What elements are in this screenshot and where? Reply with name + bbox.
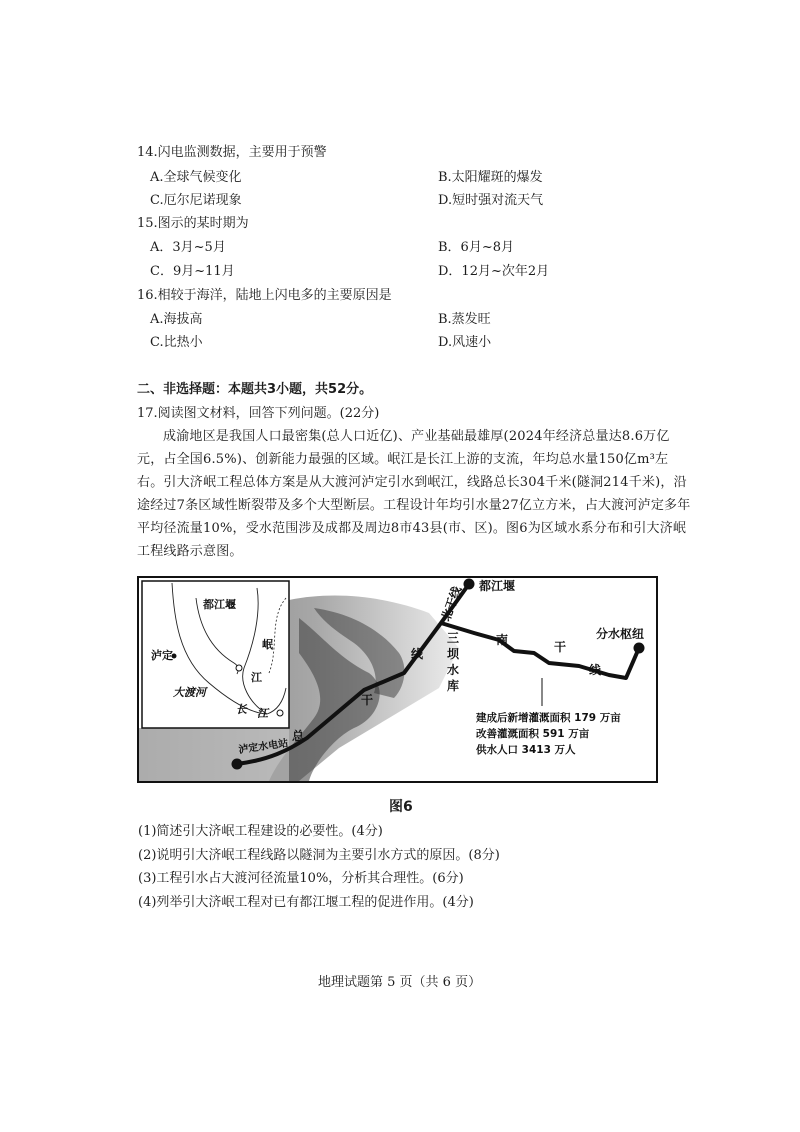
- label-xian-left: 线: [411, 647, 424, 661]
- stat-new-irrigation: 建成后新增灌溉面积 179 万亩: [476, 712, 621, 724]
- label-gan-left: 干: [361, 693, 374, 707]
- q17-sub-1: (1)简述引大济岷工程建设的必要性。(4分): [138, 824, 383, 839]
- label-dujiangyan: 都江堰: [479, 579, 516, 593]
- q15-option-a: A．3月~5月: [150, 240, 226, 255]
- q14-option-b: B.太阳耀斑的爆发: [438, 170, 543, 185]
- q17-passage: 成渝地区是我国人口最密集(总人口近亿)、产业基础最雄厚(2024年经济总量达8.6万亿元，占全国6.5%)、创新能力最强的区域。岷江是长江上游的支流，年均总水量150亿m³左右。引大济岷工程总体方案是从大渡河泸定引水到岷江，线路总长304千米(隧洞214千米)，沿途经过7条区域性断裂带及多个大型断层。工程设计年均引水量27亿立方米，占大渡河泸定多年平均径流量10%，受水范围涉及成都及周边8市43县(市、区)。图6为区域水系分布和引大济岷工程线路示意图。: [137, 429, 691, 559]
- q16-option-b: B.蒸发旺: [438, 312, 491, 327]
- q17-sub-2: (2)说明引大济岷工程线路以隧洞为主要引水方式的原因。(8分): [138, 848, 500, 863]
- node-dujiangyan: [464, 579, 475, 590]
- q16-option-d: D.风速小: [438, 335, 492, 350]
- label-station: 泸定水电站: [237, 738, 289, 756]
- node-luding-station: [232, 759, 243, 770]
- label-gan-right: 干: [554, 640, 567, 654]
- q14-option-d: D.短时强对流天气: [438, 193, 544, 208]
- terrain-lowland: [139, 728, 289, 781]
- inset-label-min-1: 岷: [262, 638, 273, 651]
- inset-label-luding: 泸定: [151, 649, 173, 662]
- figure-caption: 图6: [389, 799, 413, 815]
- q15-option-c: C．9月~11月: [150, 264, 235, 279]
- q17-sub-3: (3)工程引水占大渡河径流量10%，分析其合理性。(6分): [138, 871, 464, 886]
- q14-option-c: C.厄尔尼诺现象: [150, 193, 242, 208]
- section-heading: 二、非选择题：本题共3小题，共52分。: [137, 382, 373, 397]
- q14-stem: 14.闪电监测数据，主要用于预警: [137, 145, 327, 160]
- label-zong: 总: [292, 729, 305, 743]
- inset-label-chang-1: 长: [236, 703, 247, 716]
- q17-sub-4: (4)列举引大济岷工程对已有都江堰工程的促进作用。(4分): [138, 895, 474, 910]
- figure-6-map: [137, 576, 658, 783]
- page-footer: 地理试题第 5 页（共 6 页）: [318, 975, 482, 990]
- q16-option-a: A.海拔高: [150, 312, 203, 327]
- q15-option-b: B．6月~8月: [438, 240, 514, 255]
- q14-option-a: A.全球气候变化: [150, 170, 242, 185]
- q16-option-c: C.比热小: [150, 335, 203, 350]
- map-svg: [139, 578, 656, 781]
- label-sanba-4: 库: [447, 679, 460, 693]
- label-sanba-3: 水: [447, 663, 460, 677]
- inset-marker-confluence: [236, 665, 242, 671]
- q16-stem: 16.相较于海洋，陆地上闪电多的主要原因是: [137, 288, 392, 303]
- inset-marker-yibin: [277, 710, 283, 716]
- stat-improved-irrigation: 改善灌溉面积 591 万亩: [476, 728, 590, 740]
- q15-stem: 15.图示的某时期为: [137, 216, 249, 231]
- label-sanba-1: 三: [447, 631, 460, 645]
- node-fenshui: [634, 643, 645, 654]
- inset-label-min-2: 江: [251, 671, 262, 684]
- inset-label-dujiangyan: 都江堰: [203, 598, 236, 611]
- label-sanba-2: 坝: [447, 647, 460, 661]
- stat-water-population: 供水人口 3413 万人: [476, 744, 576, 756]
- inset-label-chang-2: 江: [257, 707, 268, 720]
- label-xian-right: 线: [589, 663, 602, 677]
- label-fenshui: 分水枢纽: [596, 627, 645, 641]
- inset-label-daduhe: 大渡河: [173, 686, 206, 699]
- label-south: 南: [496, 633, 509, 647]
- label-north-line: 北干线: [438, 584, 465, 624]
- q17-stem: 17.阅读图文材料，回答下列问题。(22分): [137, 406, 380, 421]
- q15-option-d: D．12月~次年2月: [438, 264, 550, 279]
